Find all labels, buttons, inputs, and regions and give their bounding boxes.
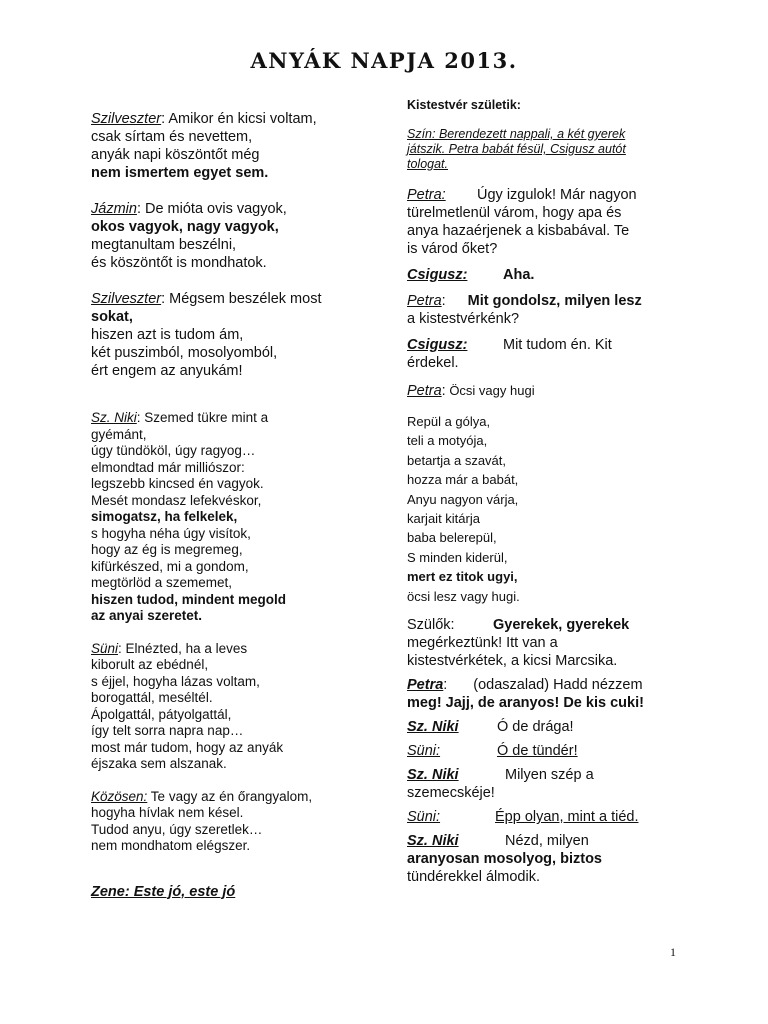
verse-line: ért engem az anyukám! [91,363,243,379]
dialogue-sz-niki-2 [407,766,697,802]
verse-line: hogy az ég is megremeg, [91,542,243,557]
verse-line: hiszen azt is tudom ám, [91,327,244,343]
verse-line: két puszimból, mosolyomból, [91,345,278,361]
music-cue: Zene: Este jó, este jó [91,883,236,900]
verse-line: sokat, [91,309,133,325]
colon: : [443,677,448,694]
scene-heading: Kistestvér születik: [407,98,521,112]
colon: : [161,291,166,307]
speaker-name: Petra [407,383,442,399]
verse-jazmin [91,200,371,272]
scene-line: Szín: Berendezett nappali, a két gyerek [407,127,626,141]
speaker-name: Szilveszter [91,111,162,127]
verse-line: nem mondhatom elégszer. [91,838,251,853]
poem-line: Anyu nagyon várja, [407,491,519,507]
dialogue-line: Aha. [503,267,535,283]
dialogue-line: szemecskéje! [407,785,495,802]
poem-line: mert ez titok ugyi, [407,569,518,585]
verse-line: Te vagy az én őrangyalom, [147,788,313,804]
speaker-name: Sz. Niki [407,833,459,850]
speaker-name: Csigusz: [407,267,468,283]
left-column [91,95,371,901]
poem-line: baba belerepül, [407,530,497,546]
dialogue-csigusz-1 [407,266,697,284]
dialogue-line: érdekel. [407,355,459,371]
verse-line: legszebb kincsed én vagyok. [91,476,264,491]
speaker-name: Sz. Niki [407,719,459,736]
verse-line: Szemed tükre mint a [140,410,269,425]
dialogue-line: aranyosan mosolyog, biztos [407,851,602,868]
poem-golya [407,412,697,606]
dialogue-szulok [407,616,697,670]
verse-line: megtörlöd a szememet, [91,575,233,590]
poem-line: öcsi lesz vagy hugi. [407,588,520,604]
colon: : [441,293,446,309]
dialogue-line: megérkeztünk! Itt van a [407,635,558,652]
dialogue-line: Gyerekek, gyerekek [493,617,630,634]
dialogue-line: tündérekkel álmodik. [407,869,540,886]
dialogue-line: meg! Jajj, de aranyos! De kis cuki! [407,695,644,712]
dialogue-petra-2 [407,292,697,328]
poem-line: betartja a szavát, [407,452,506,468]
dialogue-line: kistestvérkétek, a kicsi Marcsika. [407,653,618,670]
speaker-name: Süni: [407,743,441,760]
verse-line: csak sírtam és nevettem, [91,129,253,145]
speaker-name: Jázmin [91,201,137,217]
verse-line: és köszöntőt is mondhatok. [91,255,267,271]
dialogue-sz-niki-1 [407,718,697,736]
verse-line: az anyai szeretet. [91,608,203,623]
speaker-name: Közösen: [91,788,148,804]
verse-line: Mesét mondasz lefekvéskor, [91,492,262,508]
verse-line: így telt sorra napra nap… [91,723,244,738]
speaker-name: Petra [407,677,444,694]
dialogue-line: Nézd, milyen [505,833,589,850]
verse-line: hiszen tudod, mindent megold [91,591,286,607]
dialogue-line: anya hazaérjenek a kisbabával. Te [407,223,630,239]
colon: : [161,111,166,127]
verse-line: úgy tündököl, úgy ragyog… [91,443,256,458]
scene-description [407,127,697,172]
dialogue-csigusz-2 [407,336,697,372]
verse-line: elmondtad már milliószor: [91,459,245,475]
verse-suni [91,641,371,773]
verse-line: nem ismertem egyet sem. [91,165,269,181]
verse-sz-niki [91,410,371,625]
verse-line: borogattál, meséltél. [91,690,213,705]
verse-line: simogatsz, ha felkelek, [91,509,238,524]
colon: : [136,410,141,425]
speaker-name: Süni [91,640,119,656]
dialogue-line: Milyen szép a [505,767,594,784]
poem-line: Repül a gólya, [407,414,491,429]
poem-line: S minden kiderül, [407,549,508,565]
dialogue-petra-3 [407,382,697,400]
speaker-name: Petra [407,293,442,309]
dialogue-line: türelmetlenül várom, hogy apa és [407,205,622,221]
colon: : [441,383,446,399]
verse-kozosen [91,789,371,855]
right-column [407,95,697,886]
verse-line: most már tudom, hogy az anyák [91,739,284,755]
speaker-name: Szülők: [407,617,455,634]
verse-szilveszter-1 [91,110,371,182]
dialogue-line: Úgy izgulok! Már nagyon [477,187,637,203]
dialogue-line: Ó de tündér! [497,743,578,760]
dialogue-line: is várod őket? [407,241,498,257]
speaker-name: Csigusz: [407,337,468,353]
poem-line: karjait kitárja [407,511,480,527]
verse-line: s éjjel, hogyha lázas voltam, [91,673,260,689]
verse-line: gyémánt, [91,426,147,442]
dialogue-petra-1 [407,186,697,258]
dialogue-suni-1 [407,742,697,760]
dialogue-line: Öcsi vagy hugi [445,383,535,398]
dialogue-line: Épp olyan, mint a tiéd. [495,809,639,826]
verse-szilveszter-2 [91,290,371,380]
verse-line: Ápolgattál, pátyolgattál, [91,706,232,722]
dialogue-line: Mit tudom én. Kit [503,337,612,353]
verse-line: okos vagyok, nagy vagyok, [91,219,279,235]
verse-line: éjszaka sem alszanak. [91,756,227,771]
verse-line: s hogyha néha úgy visítok, [91,525,251,541]
speaker-name: Petra: [407,187,446,203]
dialogue-line: (odaszalad) Hadd nézzem [473,677,643,694]
poem-line: teli a motyója, [407,433,488,449]
speaker-name: Sz. Niki [407,767,459,784]
verse-line: Tudod anyu, úgy szeretlek… [91,821,263,837]
poem-line: hozza már a babát, [407,472,519,488]
dialogue-line: a kistestvérkénk? [407,311,520,327]
dialogue-line: Ó de drága! [497,719,574,736]
verse-line: De mióta ovis vagyok, [140,201,287,217]
speaker-name: Süni: [407,809,441,826]
speaker-name: Sz. Niki [91,410,137,425]
colon: : [118,640,122,656]
page-title: ANYÁK NAPJA 2013. [250,48,518,73]
scene-line: játszik. Petra babát fésül, Csigusz autót [407,142,626,156]
dialogue-sz-niki-3 [407,832,697,886]
verse-line: kiborult az ebédnél, [91,657,209,672]
verse-line: kifürkészed, mi a gondom, [91,558,249,574]
scene-line: tologat. [407,157,449,171]
verse-line: Mégsem beszélek most [165,291,322,307]
verse-line: megtanultam beszélni, [91,237,237,253]
verse-line: hogyha hívlak nem késel. [91,805,244,820]
verse-line: Amikor én kicsi voltam, [165,111,317,127]
dialogue-line: Mit gondolsz, milyen lesz [467,293,642,309]
dialogue-suni-2 [407,808,697,826]
verse-line: anyák napi köszöntőt még [91,147,260,163]
page-number: 1 [670,945,676,959]
verse-line: Elnézted, ha a leves [121,640,248,656]
colon: : [136,201,141,217]
speaker-name: Szilveszter [91,291,162,307]
dialogue-petra-4 [407,676,697,712]
